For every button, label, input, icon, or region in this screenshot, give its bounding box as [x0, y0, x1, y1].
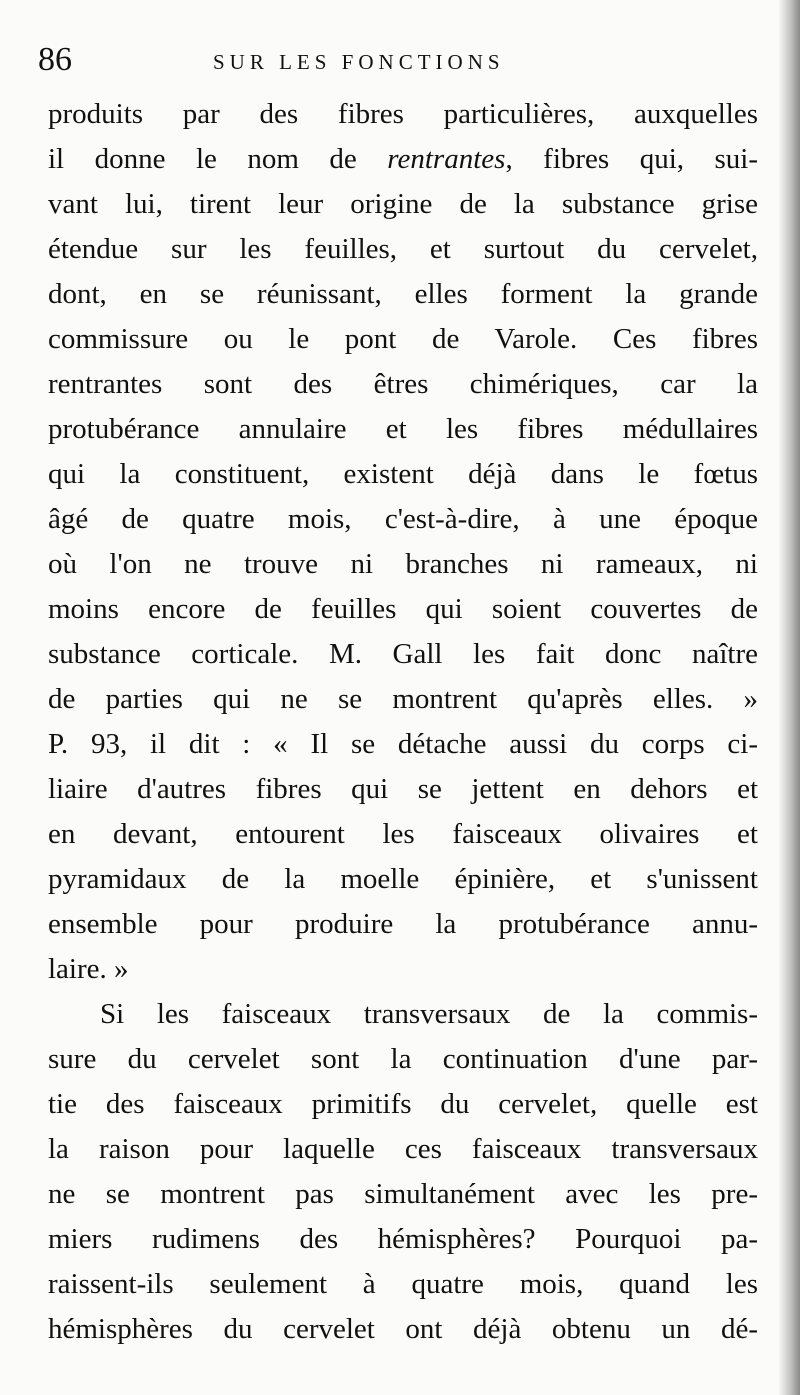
text-line-12: moins encore de feuilles qui soient couvertes de	[48, 593, 758, 625]
text-line-18: pyramidaux de la moelle épinière, et s'unissent	[48, 863, 758, 895]
text-line-20: laire. »	[48, 953, 129, 985]
text-line-3: vant lui, tirent leur origine de la substance grise	[48, 188, 758, 220]
text-line-19: ensemble pour produire la protubérance annu-	[48, 908, 758, 940]
text-line-14: de parties qui ne se montrent qu'après elles. »	[48, 683, 758, 715]
text-line-8: protubérance annulaire et les fibres médullaires	[48, 413, 758, 445]
running-head	[38, 40, 768, 90]
text-line-24: la raison pour laquelle ces faisceaux transversaux	[48, 1133, 758, 1165]
text-line-10: âgé de quatre mois, c'est-à-dire, à une époque	[48, 503, 758, 535]
text-line-2-start: il donne le nom de	[48, 143, 388, 175]
text-line-27: raissent-ils seulement à quatre mois, quand les	[48, 1268, 758, 1300]
text-line-17: en devant, entourent les faisceaux olivaires et	[48, 818, 758, 850]
text-line-25: ne se montrent pas simultanément avec les pre-	[48, 1178, 758, 1210]
text-line-2	[48, 137, 758, 182]
text-line-7: rentrantes sont des êtres chimériques, car la	[48, 368, 758, 400]
text-line-28: hémisphères du cervelet ont déjà obtenu un dé-	[48, 1313, 758, 1345]
text-line-4: étendue sur les feuilles, et surtout du cervelet,	[48, 233, 758, 265]
running-title: SUR LES FONCTIONS	[213, 50, 505, 74]
page-number: 86	[38, 41, 72, 78]
text-line-26: miers rudimens des hémisphères? Pourquoi pa-	[48, 1223, 758, 1255]
text-line-21: Si les faisceaux transversaux de la commis-	[100, 998, 758, 1030]
text-line-2-end: , fibres qui, sui-	[505, 143, 758, 175]
text-line-6: commissure ou le pont de Varole. Ces fibres	[48, 323, 758, 355]
text-line-11: où l'on ne trouve ni branches ni rameaux, ni	[48, 548, 758, 580]
text-line-5: dont, en se réunissant, elles forment la grande	[48, 278, 758, 310]
text-line-13: substance corticale. M. Gall les fait donc naître	[48, 638, 758, 670]
text-line-15: P. 93, il dit : « Il se détache aussi du corps ci-	[48, 728, 758, 760]
text-line-9: qui la constituent, existent déjà dans le fœtus	[48, 458, 758, 490]
page-edge-shadow	[778, 0, 800, 1395]
text-line-1: produits par des fibres particulières, auxquelles	[48, 98, 758, 130]
body-text	[48, 92, 758, 1352]
italic-term: rentrantes	[387, 143, 506, 175]
text-line-16: liaire d'autres fibres qui se jettent en dehors et	[48, 773, 758, 805]
text-line-23: tie des faisceaux primitifs du cervelet, quelle est	[48, 1088, 758, 1120]
text-line-22: sure du cervelet sont la continuation d'une par-	[48, 1043, 758, 1075]
